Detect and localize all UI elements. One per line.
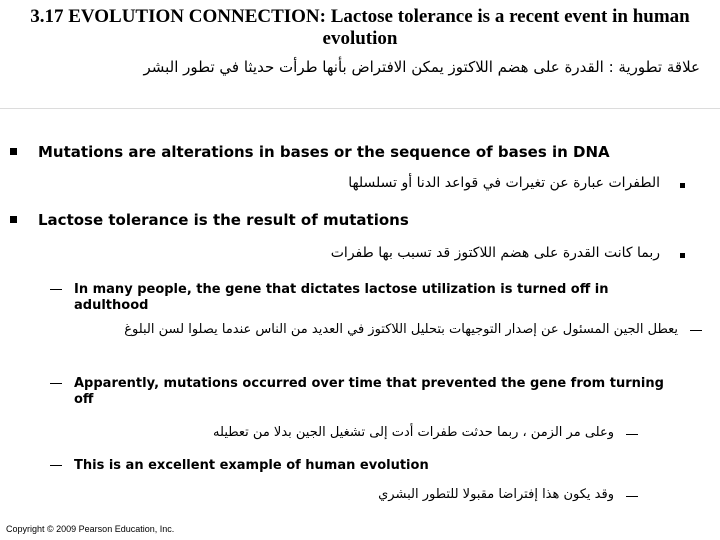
arabic-bullet-square xyxy=(680,253,685,258)
bullet-1-arabic: الطفرات عبارة عن تغيرات في قواعد الدنا أو تسلسلها xyxy=(348,175,660,191)
bullet-2-arabic: ربما كانت القدرة على هضم اللاكتوز قد تسبب بها طفرات xyxy=(330,245,660,261)
divider xyxy=(0,108,720,109)
sub-bullet-dash xyxy=(626,434,638,435)
sub-bullet-dash xyxy=(50,465,62,466)
slide-title: 3.17 EVOLUTION CONNECTION: Lactose tolerance is a recent event in human evolution xyxy=(30,6,690,49)
bullet-square xyxy=(10,148,17,155)
sub-bullet-dash xyxy=(50,289,62,290)
sub-bullet-1-english: In many people, the gene that dictates lactose utilization is turned off in adulthood xyxy=(74,282,609,313)
sub-bullet-1-arabic: يعطل الجين المسئول عن إصدار التوجيهات بتحليل اللاكتوز في العديد من الناس عندما يصلوا لسن البلوغ xyxy=(124,322,678,337)
bullet-1-english: Mutations are alterations in bases or the sequence of bases in DNA xyxy=(38,143,610,161)
sub-bullet-dash xyxy=(626,496,638,497)
arabic-bullet-square xyxy=(680,183,685,188)
bullet-2-english: Lactose tolerance is the result of mutations xyxy=(38,211,409,229)
sub-bullet-3-english: This is an excellent example of human evolution xyxy=(74,458,429,473)
sub-bullet-3-arabic: وقد يكون هذا إفتراضا مقبولا للتطور البشري xyxy=(378,487,614,502)
bullet-square xyxy=(10,216,17,223)
sub-bullet-dash xyxy=(690,330,702,331)
sub-bullet-2-english: Apparently, mutations occurred over time that prevented the gene from turning off xyxy=(74,376,664,407)
copyright-footer: Copyright © 2009 Pearson Education, Inc. xyxy=(6,524,175,534)
sub-bullet-2-arabic: وعلى مر الزمن ، ربما حدثت طفرات أدت إلى تشغيل الجين بدلا من تعطيله xyxy=(213,425,614,440)
sub-bullet-dash xyxy=(50,383,62,384)
slide-title-arabic: علاقة تطورية : القدرة على هضم اللاكتوز يمكن الافتراض بأنها طرأت حديثا في تطور البشر xyxy=(143,58,700,76)
